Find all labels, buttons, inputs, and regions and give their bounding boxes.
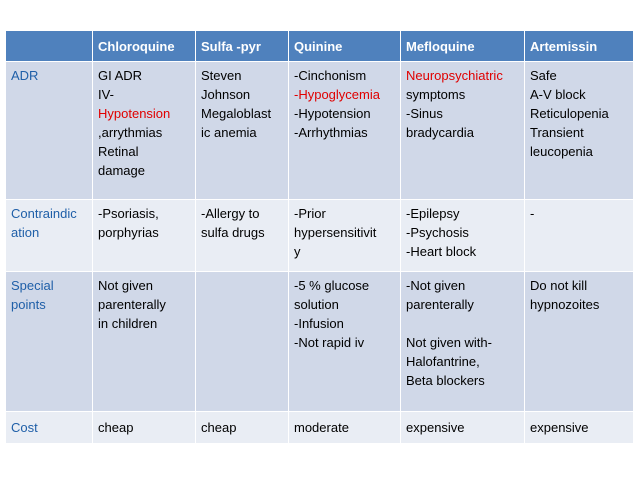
cell-line: solution (294, 297, 339, 312)
cell-line: Reticulopenia (530, 106, 609, 121)
cell-line: ic anemia (201, 125, 257, 140)
header-mefloquine: Mefloquine (401, 31, 525, 62)
cell-adr-chloroquine (93, 62, 196, 200)
row-label-line: ation (11, 225, 40, 240)
cell-line: -Sinus (406, 106, 443, 121)
header-artemissin: Artemissin (525, 31, 634, 62)
cell-line: Steven (201, 68, 242, 83)
cell-line: damage (98, 163, 145, 178)
cell-line: hypersensitivit (294, 225, 377, 240)
cell-special-artemissin (525, 272, 634, 412)
cell-line: hypnozoites (530, 297, 600, 312)
cell-line: Not given (98, 278, 153, 293)
cell-line: GI ADR (98, 68, 143, 83)
cell-line: Johnson (201, 87, 251, 102)
cell-cost-chloroquine: cheap (93, 412, 196, 444)
cell-line: Do not kill (530, 278, 588, 293)
cell-line: parenterally (98, 297, 166, 312)
cell-line: -5 % glucose (294, 278, 370, 293)
cell-adr-quinine (289, 62, 401, 200)
cell-adr-artemissin (525, 62, 634, 200)
row-special-points (6, 272, 634, 412)
row-cost (6, 412, 634, 444)
cell-contra-sulfa (196, 200, 289, 272)
drug-comparison-table (5, 30, 634, 444)
cell-cost-mefloquine: expensive (401, 412, 525, 444)
cell-cost-artemissin: expensive (525, 412, 634, 444)
row-label-line: Contraindic (11, 206, 77, 221)
cell-contra-artemissin (525, 200, 634, 272)
header-sulfa-pyr: Sulfa -pyr (196, 31, 289, 62)
cell-line: Transient (530, 125, 584, 140)
cell-line: -Prior (294, 206, 326, 221)
cell-special-quinine (289, 272, 401, 412)
row-label-contraindication (6, 200, 93, 272)
cell-line: IV- (98, 87, 114, 102)
cell-line: -Psoriasis, (98, 206, 159, 221)
cell-line: -Psychosis (406, 225, 469, 240)
cell-cost-quinine: moderate (289, 412, 401, 444)
cell-contra-mefloquine (401, 200, 525, 272)
cell-line: parenterally (406, 297, 474, 312)
cell-line: -Not given (406, 278, 466, 293)
cell-line: -Allergy to (201, 206, 260, 221)
cell-adr-mefloquine (401, 62, 525, 200)
cell-line: - (530, 206, 535, 221)
cell-line: A-V block (530, 87, 586, 102)
row-label-line: points (11, 297, 46, 312)
cell-line: -Hypotension (294, 106, 371, 121)
cell-line: sulfa drugs (201, 225, 265, 240)
cell-cost-sulfa: cheap (196, 412, 289, 444)
cell-line: -Arrhythmias (294, 125, 368, 140)
cell-line: symptoms (406, 87, 466, 102)
cell-adr-sulfa (196, 62, 289, 200)
cell-line: bradycardia (406, 125, 474, 140)
cell-spacer (406, 314, 519, 333)
cell-line: porphyrias (98, 225, 159, 240)
cell-contra-chloroquine (93, 200, 196, 272)
row-contraindication (6, 200, 634, 272)
cell-line: Safe (530, 68, 557, 83)
row-label-cost: Cost (6, 412, 93, 444)
cell-line: Megaloblast (201, 106, 272, 121)
cell-line: ,arrythmias (98, 125, 163, 140)
cell-line: Beta blockers (406, 373, 485, 388)
cell-line-highlight: Hypotension (98, 106, 171, 121)
cell-line: -Infusion (294, 316, 344, 331)
cell-line: Not given with- (406, 335, 492, 350)
cell-line: leucopenia (530, 144, 593, 159)
cell-line: Halofantrine, (406, 354, 480, 369)
cell-line: -Not rapid iv (294, 335, 365, 350)
header-quinine: Quinine (289, 31, 401, 62)
cell-line-highlight: -Hypoglycemia (294, 87, 380, 102)
header-row (6, 31, 634, 62)
cell-line: Retinal (98, 144, 139, 159)
header-chloroquine: Chloroquine (93, 31, 196, 62)
cell-line: -Epilepsy (406, 206, 460, 221)
cell-line-highlight: Neuropsychiatric (406, 68, 503, 83)
row-label-line: Special (11, 278, 54, 293)
cell-line: in children (98, 316, 158, 331)
cell-line: y (294, 244, 301, 259)
row-label-special-points (6, 272, 93, 412)
cell-special-sulfa (196, 272, 289, 412)
cell-line: -Heart block (406, 244, 477, 259)
cell-special-mefloquine (401, 272, 525, 412)
row-adr (6, 62, 634, 200)
cell-contra-quinine (289, 200, 401, 272)
cell-line: -Cinchonism (294, 68, 367, 83)
row-label-adr: ADR (6, 62, 93, 200)
header-corner-cell (6, 31, 93, 62)
cell-special-chloroquine (93, 272, 196, 412)
